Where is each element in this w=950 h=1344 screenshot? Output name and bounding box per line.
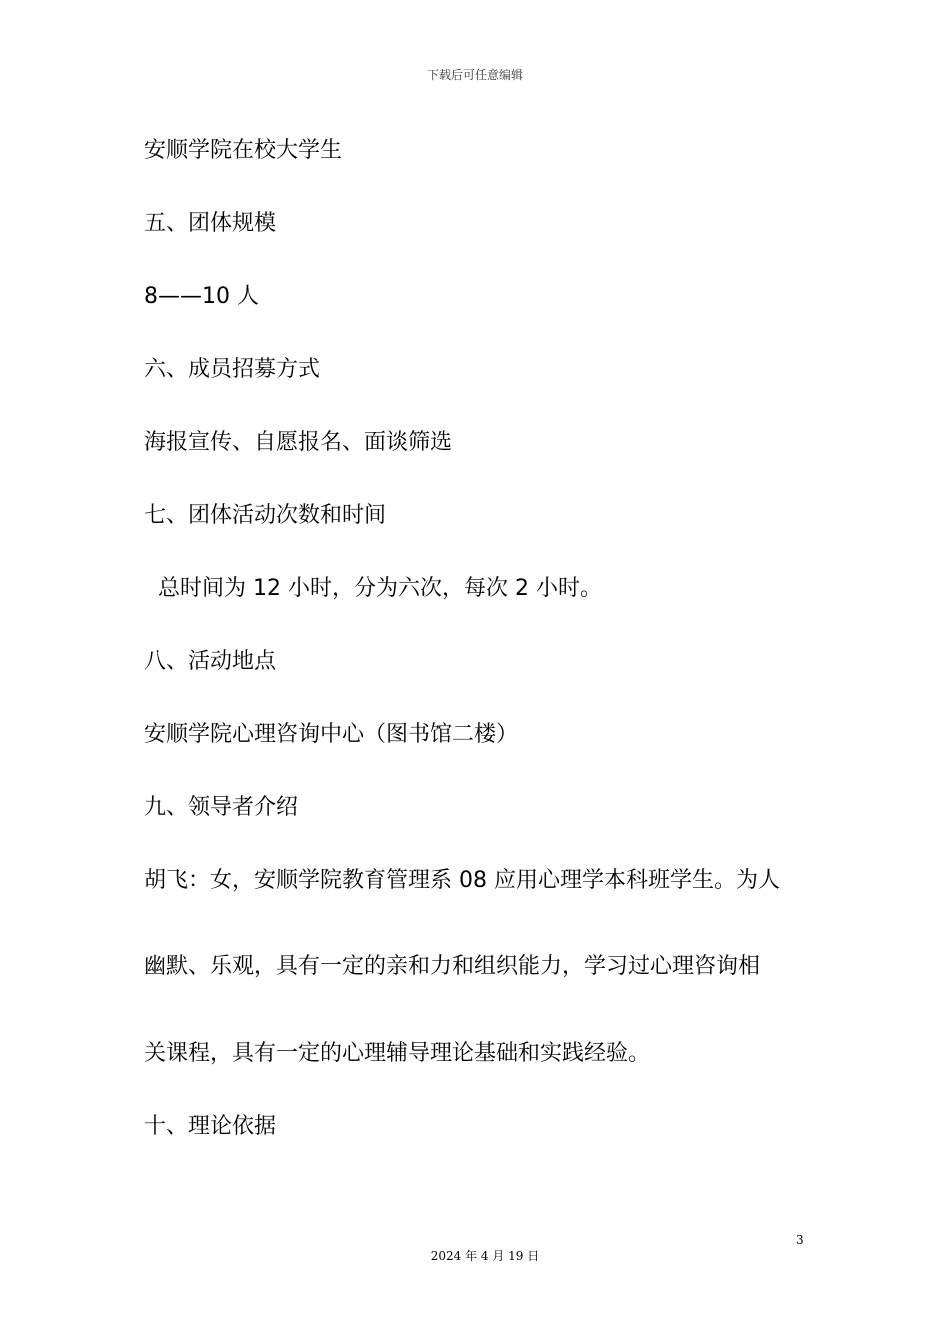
- target-audience-text: 安顺学院在校大学生: [144, 138, 343, 163]
- section-heading-location: 八、活动地点: [144, 649, 277, 674]
- section-heading-group-size: 五、团体规模: [144, 211, 277, 236]
- location-text: 安顺学院心理咨询中心（图书馆二楼）: [144, 722, 519, 747]
- leader-text-line-1: 胡飞：女，安顺学院教育管理系 08 应用心理学本科班学生。为人: [144, 868, 780, 893]
- sessions-text: 总时间为 12 小时，分为六次，每次 2 小时。: [158, 576, 602, 601]
- section-heading-leader: 九、领导者介绍: [144, 795, 299, 820]
- section-heading-recruitment: 六、成员招募方式: [144, 357, 321, 382]
- page-number: 3: [796, 1233, 804, 1247]
- group-size-text: 8——10 人: [144, 284, 259, 309]
- recruitment-text: 海报宣传、自愿报名、面谈筛选: [144, 430, 453, 455]
- page-header: 下载后可任意编辑: [426, 68, 523, 82]
- leader-text-line-3: 关课程，具有一定的心理辅导理论基础和实践经验。: [144, 1041, 651, 1066]
- leader-text-line-2: 幽默、乐观，具有一定的亲和力和组织能力，学习过心理咨询相: [144, 954, 761, 979]
- footer-date: 2024 年 4 月 19 日: [430, 1249, 540, 1263]
- section-heading-theory: 十、理论依据: [144, 1114, 277, 1139]
- section-heading-sessions: 七、团体活动次数和时间: [144, 503, 387, 528]
